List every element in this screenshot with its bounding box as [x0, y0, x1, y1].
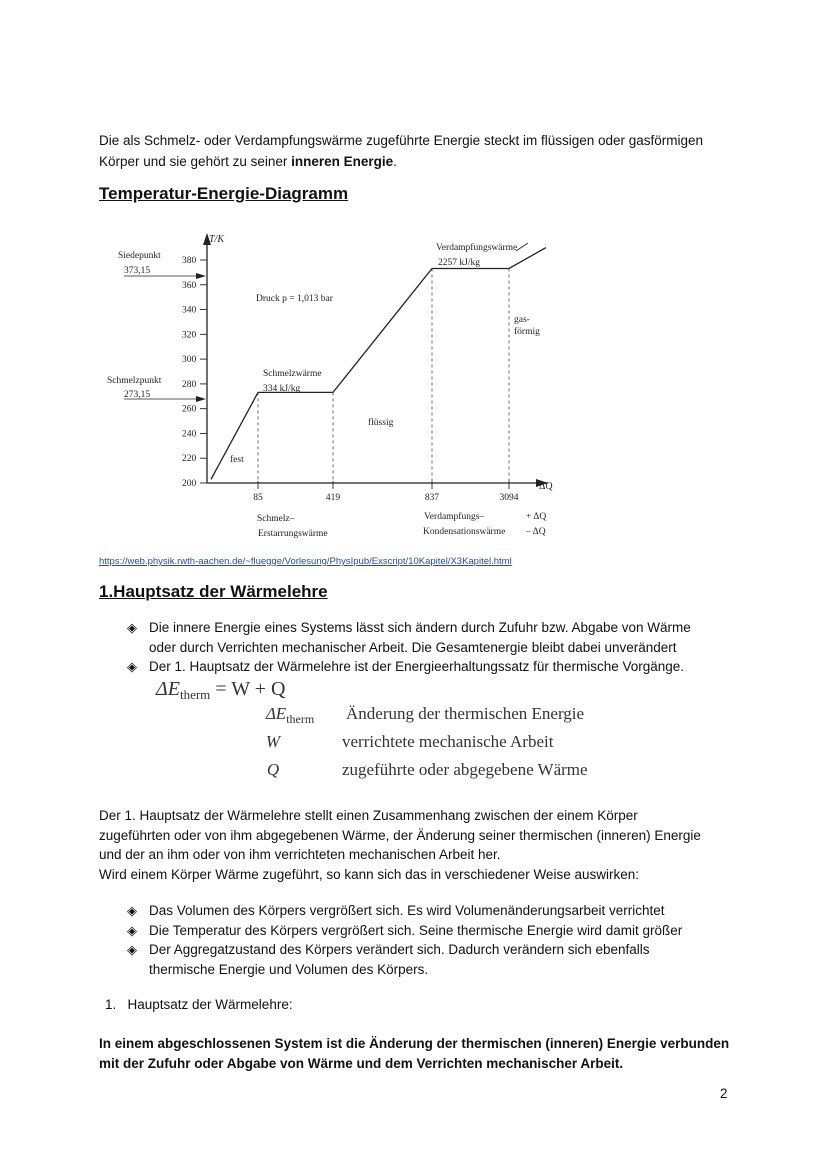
bullet-line: Das Volumen des Körpers vergrößert sich. Es wird Volumenänderungsarbeit verrichtet: [149, 903, 665, 918]
legend-symbol: Q: [266, 760, 280, 779]
law-line: In einem abgeschlossenen System ist die Änderung der thermischen (inneren) Energie verbunden: [99, 1036, 730, 1051]
formula-main: [156, 678, 285, 703]
schmelz-erstarrung-1: Schmelz–: [257, 514, 295, 524]
explanation-paragraph: [99, 806, 739, 884]
legend-desc: zugeführte oder abgegebene Wärme: [342, 760, 588, 779]
paragraph-line: Wird einem Körper Wärme zugeführt, so kann sich das in verschiedener Weise auswirken:: [99, 866, 639, 882]
y-tick-label: 260: [182, 404, 197, 415]
siedepunkt-label: Siedepunkt: [118, 251, 161, 261]
y-tick-label: 320: [182, 330, 197, 341]
x-tick-label: 3094: [499, 493, 519, 503]
bullet-item: [127, 618, 747, 657]
legend-symbol: $\Delta E_{therm}$: [265, 704, 315, 726]
bullet-list-1: [127, 618, 747, 677]
bullet-line: thermische Energie und Volumen des Körpers.: [149, 961, 429, 977]
y-tick-label: 240: [182, 429, 197, 440]
diamond-bullet-icon: ◈: [127, 903, 137, 918]
paragraph-line: Der 1. Hauptsatz der Wärmelehre stellt einen Zusammenhang zwischen der einem Körper: [99, 808, 638, 823]
heading-hauptsatz: 1.Hauptsatz der Wärmelehre: [99, 582, 328, 601]
paragraph-line: und der an ihm oder von ihm verrichteten mechanischen Arbeit her.: [99, 847, 501, 862]
bullet-list-2: [127, 901, 747, 979]
law-statement: [99, 1034, 739, 1073]
gas-label-1: gas-: [514, 315, 530, 325]
legend-symbol: W: [265, 732, 281, 751]
fest-label: fest: [230, 455, 244, 465]
formula-lhs-sub: therm: [179, 687, 211, 702]
kondensation-label: Kondensationswärme: [423, 527, 506, 537]
bullet-line: Der 1. Hauptsatz der Wärmelehre ist der Energieerhaltungssatz für thermische Vorgänge.: [149, 659, 685, 674]
verdampfungswaerme-label: Verdampfungswärme: [436, 243, 518, 253]
intro-line-2-start: Körper und sie gehört zu seiner: [99, 154, 292, 169]
formula-lhs: ΔE: [156, 678, 180, 700]
intro-paragraph: [99, 130, 739, 172]
page-number: 2: [720, 1086, 728, 1101]
schmelzpunkt-label: Schmelzpunkt: [107, 376, 162, 386]
formula-rhs: = W + Q: [215, 678, 286, 700]
paragraph-line: zugeführten oder von ihm abgegebenen Wärme, der Änderung seiner thermischen (inneren) Energie: [99, 827, 701, 843]
heading-diagram: Temperatur-Energie-Diagramm: [99, 184, 349, 203]
numbered-item: 1. Hauptsatz der Wärmelehre:: [105, 997, 293, 1012]
x-tick-label: 419: [325, 493, 341, 503]
legend-desc: verrichtete mechanische Arbeit: [342, 732, 554, 751]
siedepunkt-value: 373,15: [124, 266, 151, 276]
x-ticks: [253, 481, 519, 503]
bullet-item: [127, 921, 747, 941]
x-axis-label: ΔQ: [539, 481, 553, 492]
x-tick-label: 837: [424, 493, 440, 503]
bullet-line: Die innere Energie eines Systems lässt sich ändern durch Zufuhr bzw. Abgabe von Wärme: [149, 620, 691, 635]
x-tick-label: 85: [253, 493, 263, 503]
schmelzwaerme-label: Schmelzwärme: [263, 369, 322, 379]
schmelzpunkt-value: 273,15: [124, 390, 151, 400]
druck-label: Druck p = 1,013 bar: [256, 294, 333, 304]
legend-desc: Änderung der thermischen Energie: [346, 704, 585, 723]
diamond-bullet-icon: ◈: [127, 620, 137, 635]
verdampfungswaerme-pointer: [516, 243, 528, 251]
verdampfungswaerme-value: 2257 kJ/kg: [438, 258, 480, 268]
intro-line-2-bold: inneren Energie: [291, 154, 394, 169]
fluessig-label: flüssig: [368, 418, 394, 428]
gas-label-2: förmig: [514, 327, 540, 337]
bullet-line: Die Temperatur des Körpers vergrößert sich. Seine thermische Energie wird damit größer: [149, 922, 683, 938]
y-tick-label: 200: [182, 479, 197, 489]
y-tick-label: 280: [182, 379, 197, 390]
y-tick-label: 380: [182, 256, 197, 266]
temperature-energy-diagram: [96, 225, 576, 550]
y-ticks: [182, 256, 207, 489]
schmelzwaerme-value: 334 kJ/kg: [263, 384, 301, 394]
diamond-bullet-icon: ◈: [127, 942, 137, 957]
y-tick-label: 340: [182, 305, 197, 316]
y-axis-label: T/K: [209, 234, 225, 245]
intro-line-2-end: .: [393, 154, 397, 169]
diamond-bullet-icon: ◈: [127, 922, 137, 938]
y-tick-label: 360: [182, 280, 197, 291]
schmelzpunkt-arrow: [196, 396, 206, 402]
bullet-item: [127, 901, 747, 921]
bullet-line: Der Aggregatzustand des Körpers verändert sich. Dadurch verändern sich ebenfalls: [149, 942, 650, 957]
bullet-item: [127, 940, 747, 979]
temperature-curve: [211, 248, 546, 480]
kondensation-sign: – ΔQ: [526, 527, 546, 537]
schmelz-erstarrung-2: Erstarrungswärme: [258, 529, 328, 539]
diamond-bullet-icon: ◈: [127, 659, 137, 674]
bullet-line: oder durch Verrichten mechanischer Arbeit. Die Gesamtenergie bleibt dabei unverändert: [149, 639, 677, 655]
y-tick-label: 220: [182, 454, 197, 465]
siedepunkt-arrow: [196, 273, 206, 279]
verdampfung-sign: + ΔQ: [526, 512, 547, 522]
intro-line-2: [99, 151, 739, 172]
verdampfung-label: Verdampfungs–: [424, 512, 485, 522]
bullet-item: [127, 657, 747, 677]
intro-line-1: Die als Schmelz- oder Verdampfungswärme zugeführte Energie steckt im flüssigen oder gasförmigen: [99, 133, 704, 148]
y-tick-label: 300: [182, 355, 197, 366]
source-link[interactable]: https://web.physik.rwth-aachen.de/~fluegge/Vorlesung/PhysIpub/Exscript/10Kapitel/X3Kapitel.html: [99, 556, 512, 567]
law-line: mit der Zufuhr oder Abgabe von Wärme und dem Verrichten mechanischer Arbeit.: [99, 1055, 624, 1071]
